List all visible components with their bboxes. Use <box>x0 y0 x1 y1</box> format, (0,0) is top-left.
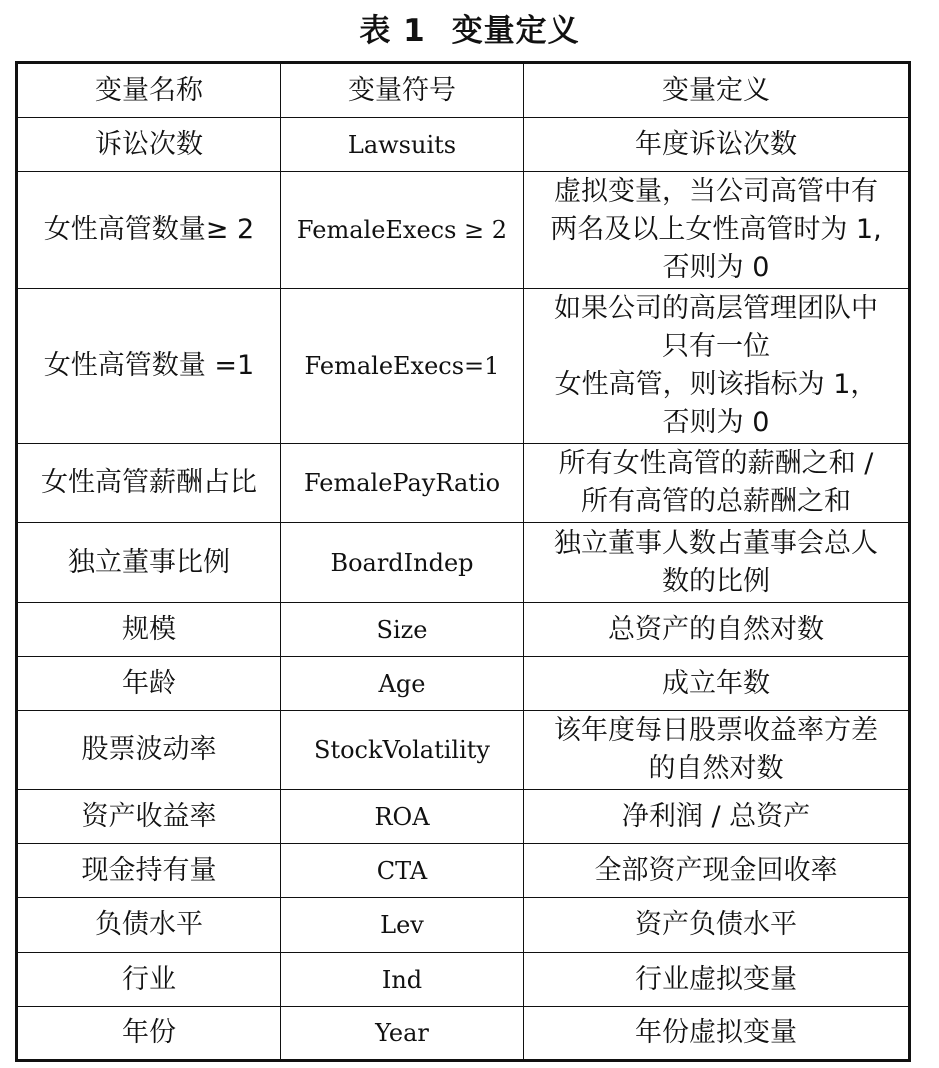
variable-name: 现金持有量 <box>17 844 281 898</box>
header-variable-symbol: 变量符号 <box>281 63 524 118</box>
variable-definition <box>524 444 910 523</box>
variable-name: 资产收益率 <box>17 790 281 844</box>
table-row <box>17 657 910 711</box>
variable-name: 行业 <box>17 953 281 1007</box>
header-row <box>17 63 910 118</box>
variable-definition <box>524 603 910 657</box>
definition-line: 两名及以上女性高管时为 1, <box>550 214 882 245</box>
variable-name: 女性高管薪酬占比 <box>17 444 281 523</box>
definition-line: 净利润 / 总资产 <box>621 800 811 832</box>
variable-symbol: FemaleExecs=1 <box>281 289 524 444</box>
definition-line: 数的比例 <box>662 565 770 597</box>
definition-line: 虚拟变量，当公司高管中有 <box>554 176 878 207</box>
variable-name: 独立董事比例 <box>17 523 281 603</box>
header-variable-definition: 变量定义 <box>524 63 910 118</box>
variable-definition <box>524 953 910 1007</box>
definition-line: 行业虚拟变量 <box>635 963 797 995</box>
table-title: 变量定义 <box>451 13 580 49</box>
variable-symbol: Lawsuits <box>281 118 524 172</box>
variable-symbol: ROA <box>281 790 524 844</box>
table-caption <box>0 8 939 54</box>
definition-line: 成立年数 <box>662 667 770 699</box>
variable-symbol: StockVolatility <box>281 711 524 790</box>
variable-symbol: FemalePayRatio <box>281 444 524 523</box>
definition-line: 年度诉讼次数 <box>635 128 797 160</box>
table-row <box>17 118 910 172</box>
variable-definition-table <box>15 61 911 1062</box>
variable-name: 女性高管数量≥ 2 <box>17 172 281 289</box>
variable-symbol: Ind <box>281 953 524 1007</box>
definition-line: 如果公司的高层管理团队中 <box>554 293 878 324</box>
variable-definition <box>524 523 910 603</box>
table-row <box>17 844 910 898</box>
variable-name: 年份 <box>17 1007 281 1061</box>
definition-line: 年份虚拟变量 <box>635 1017 797 1048</box>
variable-symbol: Year <box>281 1007 524 1061</box>
definition-line: 只有一位 <box>662 331 770 362</box>
definition-line: 的自然对数 <box>648 753 784 784</box>
table-row <box>17 603 910 657</box>
definition-line: 否则为 0 <box>662 407 770 438</box>
table-row <box>17 953 910 1007</box>
table-row <box>17 711 910 790</box>
variable-definition <box>524 657 910 711</box>
table-number: 表 1 <box>359 13 426 49</box>
variable-definition <box>524 118 910 172</box>
variable-definition <box>524 1007 910 1061</box>
table-row <box>17 523 910 603</box>
table-row <box>17 444 910 523</box>
definition-line: 资产负债水平 <box>635 909 797 940</box>
variable-definition <box>524 790 910 844</box>
table-row <box>17 790 910 844</box>
definition-line: 独立董事人数占董事会总人 <box>554 527 878 559</box>
definition-line: 该年度每日股票收益率方差 <box>554 715 878 746</box>
variable-name: 女性高管数量 =1 <box>17 289 281 444</box>
variable-symbol: Age <box>281 657 524 711</box>
variable-symbol: Lev <box>281 898 524 953</box>
table-row <box>17 172 910 289</box>
header-variable-name: 变量名称 <box>17 63 281 118</box>
variable-name: 股票波动率 <box>17 711 281 790</box>
table-row <box>17 289 910 444</box>
variable-definition <box>524 844 910 898</box>
variable-definition <box>524 898 910 953</box>
variable-name: 负债水平 <box>17 898 281 953</box>
definition-line: 所有高管的总薪酬之和 <box>581 486 851 517</box>
variable-definition <box>524 172 910 289</box>
table-row <box>17 898 910 953</box>
definition-line: 女性高管，则该指标为 1， <box>554 369 878 400</box>
variable-name: 诉讼次数 <box>17 118 281 172</box>
definition-line: 所有女性高管的薪酬之和 / <box>558 448 874 479</box>
variable-symbol: Size <box>281 603 524 657</box>
definition-line: 全部资产现金回收率 <box>594 854 838 886</box>
variable-name: 年龄 <box>17 657 281 711</box>
variable-symbol: FemaleExecs ≥ 2 <box>281 172 524 289</box>
variable-symbol: CTA <box>281 844 524 898</box>
definition-line: 否则为 0 <box>662 252 770 283</box>
table-row <box>17 1007 910 1061</box>
variable-symbol: BoardIndep <box>281 523 524 603</box>
variable-definition <box>524 711 910 790</box>
variable-definition <box>524 289 910 444</box>
definition-line: 总资产的自然对数 <box>608 613 824 645</box>
variable-name: 规模 <box>17 603 281 657</box>
